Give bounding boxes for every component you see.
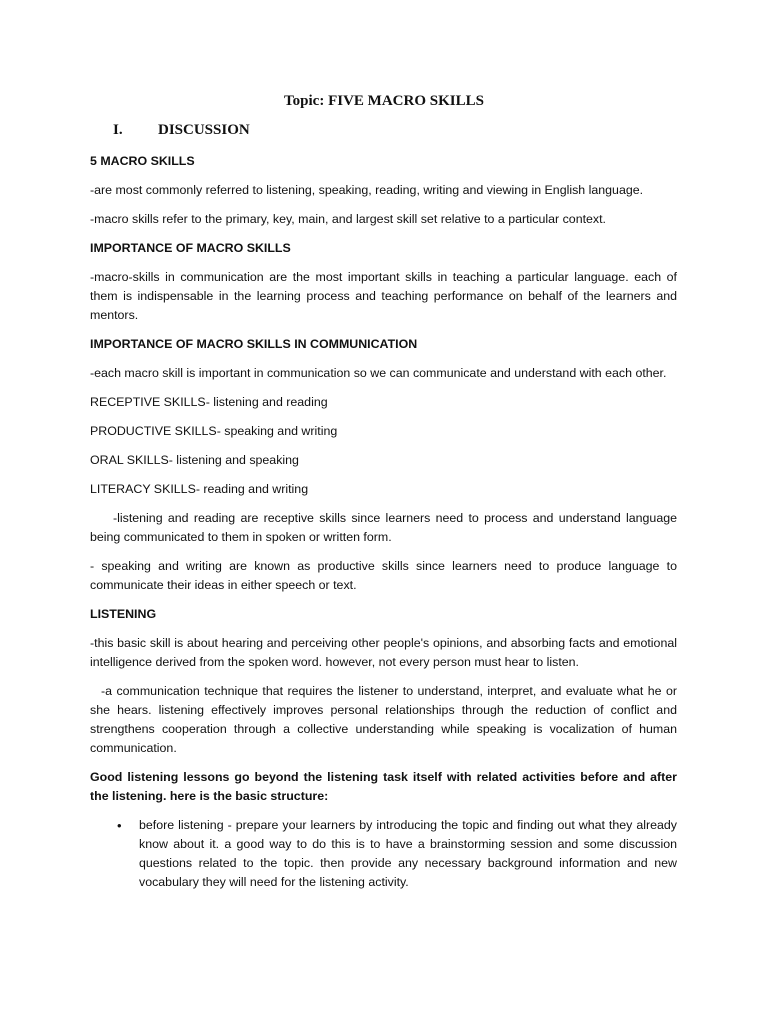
bullet-list [90, 816, 677, 892]
list-item [90, 816, 677, 892]
paragraph: -a communication technique that requires the listener to understand, interpret, and evaluate what he or she hears. listening effectively improves personal relationships through the reduction of conflict and strengthens cooperation through a collective understanding while speaking is vocalization of human communication. [90, 684, 677, 755]
section-heading [113, 122, 250, 139]
document-body [90, 152, 677, 892]
skill-line: ORAL SKILLS- listening and speaking [90, 453, 299, 467]
paragraph: -each macro skill is important in communication so we can communicate and understand with each other. [90, 366, 667, 380]
skill-line: PRODUCTIVE SKILLS- speaking and writing [90, 424, 338, 438]
heading-listening: LISTENING [90, 607, 157, 621]
bullet-icon: • [117, 818, 122, 833]
paragraph-bold: Good listening lessons go beyond the listening task itself with related activities before and after the listening. here is the basic structure: [90, 770, 677, 803]
heading-importance-communication: IMPORTANCE OF MACRO SKILLS IN COMMUNICATION [90, 337, 418, 351]
section-number: I. [113, 122, 123, 138]
paragraph: -this basic skill is about hearing and perceiving other people's opinions, and absorbing facts and emotional intelligence derived from the spoken word. however, not every person must hear to listen. [90, 636, 677, 669]
document-title: Topic: FIVE MACRO SKILLS [284, 93, 484, 109]
heading-importance: IMPORTANCE OF MACRO SKILLS [90, 241, 291, 255]
list-item-text: before listening - prepare your learners by introducing the topic and finding out what they already know about it. a good way to do this is to have a brainstorming session and some discussion questions related to the topic. then provide any necessary background information and new vocabulary they will need for the listening activity. [139, 818, 677, 889]
paragraph: -macro skills refer to the primary, key, main, and largest skill set relative to a particular context. [90, 212, 607, 226]
heading-macro-skills: 5 MACRO SKILLS [90, 154, 195, 168]
section-title: DISCUSSION [158, 122, 250, 138]
paragraph: -macro-skills in communication are the most important skills in teaching a particular language. each of them is indispensable in the learning process and teaching performance on behalf of the learners and mentors. [90, 270, 677, 322]
paragraph: -are most commonly referred to listening, speaking, reading, writing and viewing in English language. [90, 183, 644, 197]
skill-line: RECEPTIVE SKILLS- listening and reading [90, 395, 328, 409]
skill-line: LITERACY SKILLS- reading and writing [90, 482, 309, 496]
paragraph: - speaking and writing are known as productive skills since learners need to produce language to communicate their ideas in either speech or text. [90, 559, 677, 592]
paragraph: -listening and reading are receptive skills since learners need to process and understand language being communicated to them in spoken or written form. [90, 511, 677, 544]
